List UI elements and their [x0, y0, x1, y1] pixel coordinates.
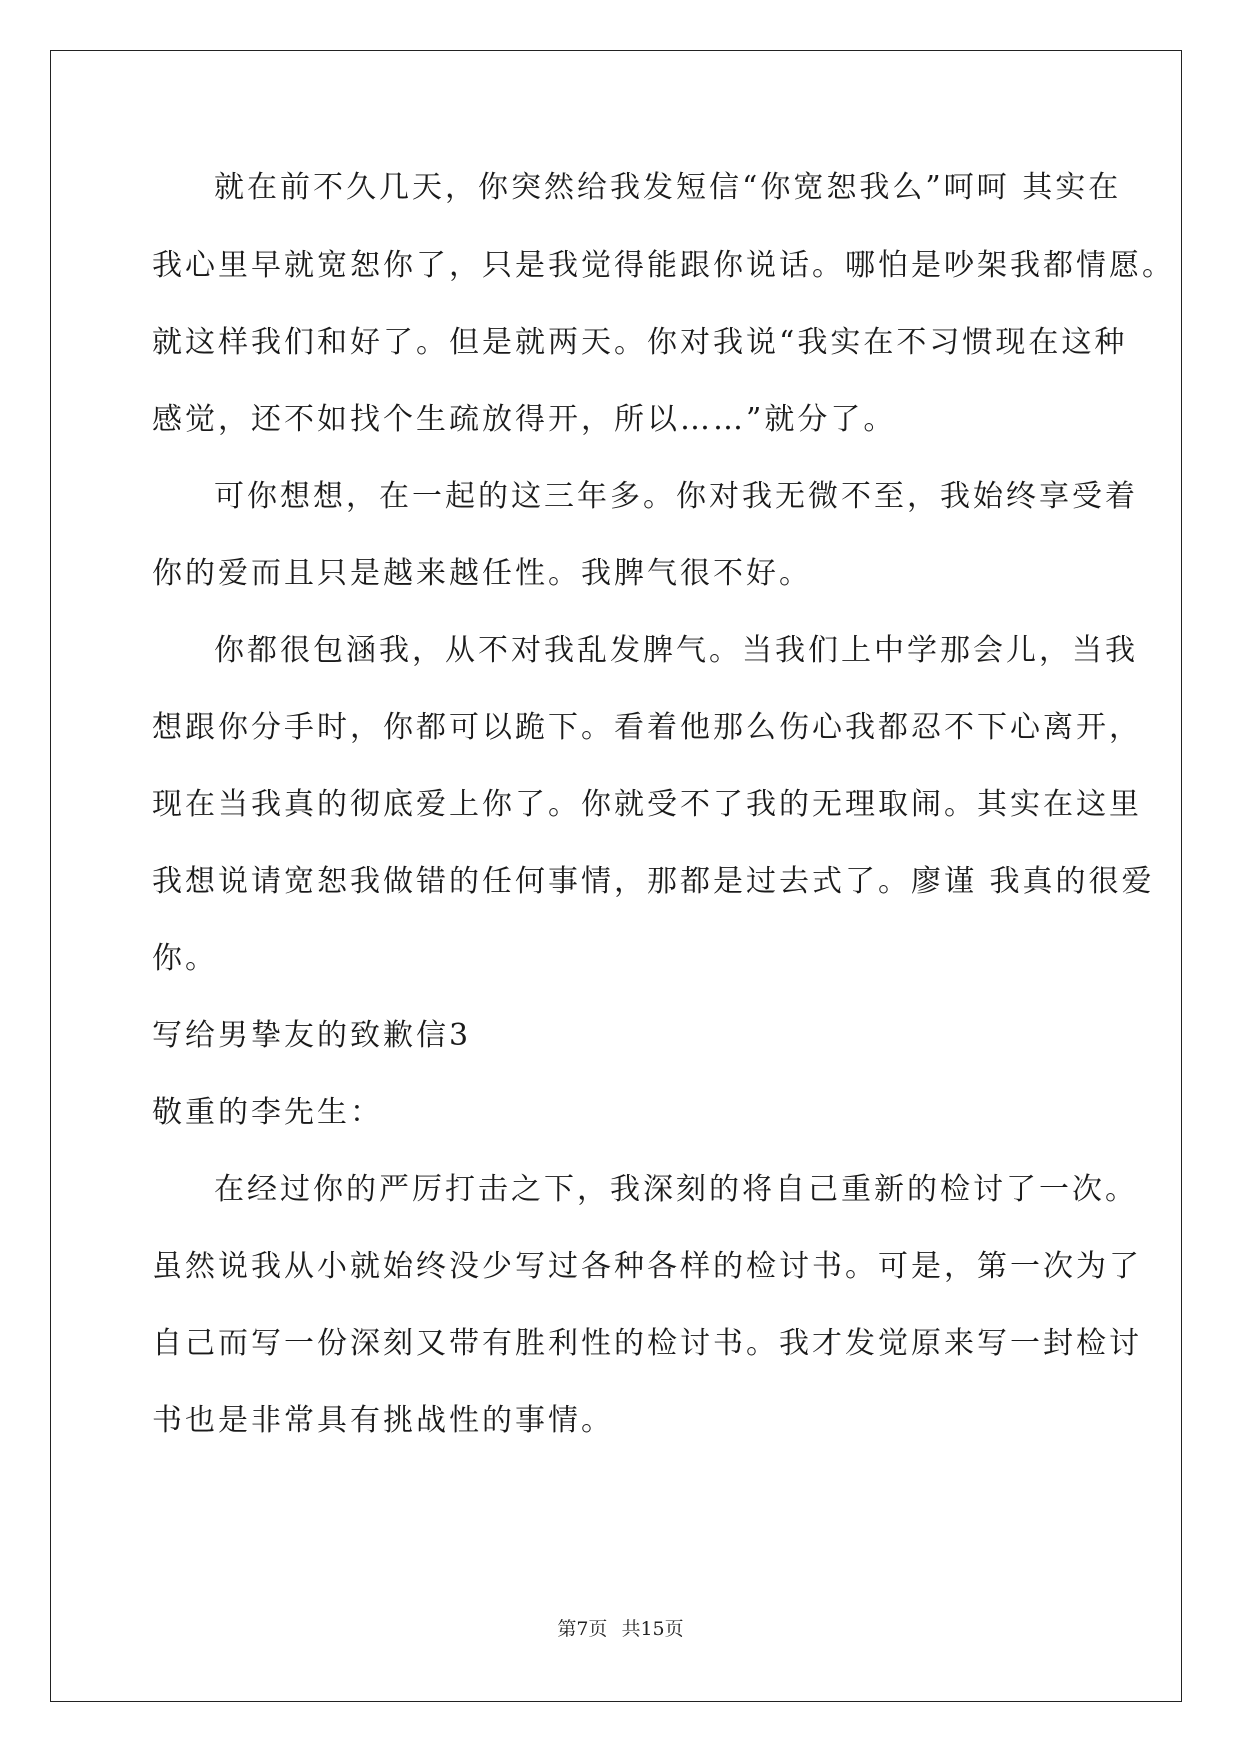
paragraph-line: 你。	[152, 941, 218, 976]
paragraph-line: 就在前不久几天，你突然给我发短信“你宽恕我么”呵呵 其实在	[214, 170, 1122, 205]
page-total: 共15页	[621, 1618, 684, 1640]
paragraph-line: 虽然说我从小就始终没少写过各种各样的检讨书。可是，第一次为了	[152, 1249, 1142, 1284]
paragraph-line: 你都很包涵我，从不对我乱发脾气。当我们上中学那会儿，当我	[214, 633, 1138, 668]
paragraph-line: 我心里早就宽恕你了，只是我觉得能跟你说话。哪怕是吵架我都情愿。	[152, 248, 1175, 283]
paragraph-line: 就这样我们和好了。但是就两天。你对我说“我实在不习惯现在这种	[152, 325, 1128, 360]
page-number: 第7页	[557, 1618, 608, 1640]
paragraph-line: 自己而写一份深刻又带有胜利性的检讨书。我才发觉原来写一封检讨	[152, 1326, 1142, 1361]
paragraph-line: 可你想想，在一起的这三年多。你对我无微不至，我始终享受着	[214, 479, 1138, 514]
paragraph-line: 在经过你的严厉打击之下，我深刻的将自己重新的检讨了一次。	[214, 1172, 1138, 1207]
paragraph-line: 你的爱而且只是越来越任性。我脾气很不好。	[152, 556, 812, 591]
paragraph-line: 我想说请宽恕我做错的任何事情，那都是过去式了。廖谨 我真的很爱	[152, 864, 1155, 899]
section-heading: 写给男挚友的致歉信3	[152, 1018, 472, 1053]
paragraph-line: 书也是非常具有挑战性的事情。	[152, 1403, 614, 1438]
paragraph-line: 想跟你分手时，你都可以跪下。看着他那么伤心我都忍不下心离开，	[152, 710, 1142, 745]
page-footer	[0, 1614, 1241, 1641]
paragraph-line: 现在当我真的彻底爱上你了。你就受不了我的无理取闹。其实在这里	[152, 787, 1142, 822]
paragraph-line: 感觉，还不如找个生疏放得开，所以……”就分了。	[152, 402, 897, 437]
salutation: 敬重的李先生：	[152, 1095, 383, 1130]
